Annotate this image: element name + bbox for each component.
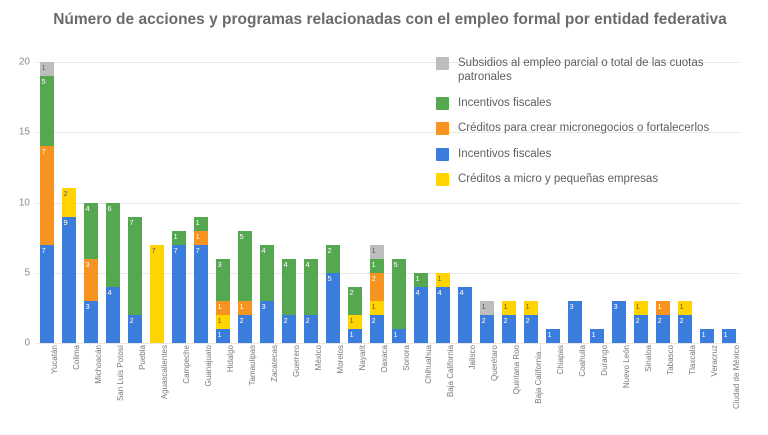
x-axis-tick-label: Sonora (402, 345, 411, 371)
bar-column[interactable] (344, 62, 366, 343)
stacked-bar[interactable] (414, 273, 429, 343)
legend-swatch (436, 173, 449, 186)
bar-segment-value: 7 (195, 245, 200, 255)
bar-segment[interactable] (392, 259, 407, 329)
bar-segment-value: 1 (679, 301, 684, 311)
x-axis-tick-label: Durango (600, 345, 609, 376)
bar-column[interactable] (102, 62, 124, 343)
bar-segment[interactable] (40, 245, 55, 343)
bar-segment-value: 1 (41, 63, 46, 73)
legend-swatch (436, 122, 449, 135)
bar-segment[interactable] (480, 315, 495, 343)
x-axis-tick-label: Puebla (138, 345, 147, 370)
bar-segment-value: 3 (261, 301, 266, 311)
y-axis-tick-label: 10 (18, 197, 30, 208)
x-axis-tick-label: Ciudad de México (732, 345, 741, 410)
bar-segment[interactable] (216, 329, 231, 343)
bar-segment-value: 1 (349, 329, 354, 339)
x-axis-tick-label: Aguascalientes (160, 345, 169, 400)
bar-segment-value: 7 (129, 217, 134, 227)
bar-segment[interactable] (62, 188, 77, 216)
bar-segment-value: 4 (283, 259, 288, 269)
bar-segment[interactable] (216, 315, 231, 329)
stacked-bar[interactable] (392, 259, 407, 343)
bar-column[interactable] (124, 62, 146, 343)
x-axis-labels (36, 345, 740, 433)
bar-segment-value: 3 (85, 259, 90, 269)
bar-column[interactable] (322, 62, 344, 343)
stacked-bar[interactable] (678, 301, 693, 343)
bar-segment-value: 7 (151, 245, 156, 255)
x-axis-tick-label: Campeche (182, 345, 191, 384)
legend-item[interactable] (436, 172, 736, 186)
x-axis-tick-label: Quintana Roo (512, 345, 521, 395)
x-axis-label-cell (58, 345, 80, 433)
x-axis-label-cell (344, 345, 366, 433)
x-axis-tick-label: Michoacán (94, 345, 103, 384)
x-axis-tick-label: Tlaxcala (688, 345, 697, 375)
bar-segment-value: 2 (129, 315, 134, 325)
bar-segment-value: 4 (107, 287, 112, 297)
bar-segment[interactable] (546, 329, 561, 343)
bar-segment-value: 5 (41, 77, 46, 87)
bar-column[interactable] (190, 62, 212, 343)
x-axis-label-cell (102, 345, 124, 433)
stacked-bar[interactable] (458, 287, 473, 343)
bar-segment[interactable] (414, 287, 429, 343)
x-axis-label-cell (146, 345, 168, 433)
bar-segment[interactable] (524, 301, 539, 315)
bar-segment[interactable] (282, 259, 297, 315)
bar-segment-value: 1 (195, 231, 200, 241)
x-axis-tick-label: Nayarit (358, 345, 367, 371)
bar-segment[interactable] (436, 273, 451, 287)
legend-label: Créditos a micro y pequeñas empresas (458, 172, 659, 185)
x-axis-tick-label: Zacatecas (270, 345, 279, 382)
stacked-bar[interactable] (348, 287, 363, 343)
bar-segment-value: 4 (459, 287, 464, 297)
bar-segment[interactable] (370, 273, 385, 301)
stacked-bar[interactable] (370, 245, 385, 343)
bar-segment[interactable] (194, 231, 209, 245)
stacked-bar[interactable] (106, 203, 121, 343)
bar-segment-value: 4 (415, 287, 420, 297)
bar-segment[interactable] (150, 245, 165, 343)
bar-segment[interactable] (458, 287, 473, 343)
x-axis-label-cell (256, 345, 278, 433)
bar-segment[interactable] (370, 315, 385, 343)
bar-segment[interactable] (106, 203, 121, 287)
bar-segment-value: 1 (195, 217, 200, 227)
bar-segment[interactable] (304, 315, 319, 343)
bar-column[interactable] (278, 62, 300, 343)
stacked-bar[interactable] (150, 245, 165, 343)
y-axis-tick-label: 0 (24, 337, 30, 349)
bar-segment[interactable] (260, 301, 275, 343)
stacked-bar[interactable] (194, 217, 209, 343)
bar-segment-value: 2 (305, 315, 310, 325)
x-axis-label-cell (652, 345, 674, 433)
stacked-bar[interactable] (524, 301, 539, 343)
stacked-bar[interactable] (700, 329, 715, 343)
bar-segment[interactable] (348, 329, 363, 343)
bar-segment-value: 4 (261, 245, 266, 255)
x-axis-label-cell (190, 345, 212, 433)
bar-segment-value: 1 (635, 301, 640, 311)
bar-segment[interactable] (678, 301, 693, 315)
bar-segment-value: 1 (371, 245, 376, 255)
bar-segment[interactable] (370, 301, 385, 315)
x-axis-tick-label: Yucatán (50, 345, 59, 374)
x-axis-label-cell (234, 345, 256, 433)
x-axis-label-cell (608, 345, 630, 433)
x-axis-label-cell (366, 345, 388, 433)
bar-segment[interactable] (238, 301, 253, 315)
bar-segment[interactable] (436, 287, 451, 343)
bar-segment-value: 2 (503, 315, 508, 325)
bar-segment-value: 1 (371, 301, 376, 311)
y-axis-tick-label: 15 (18, 126, 30, 138)
bar-segment[interactable] (84, 203, 99, 259)
x-axis-tick-label: Jalisco (468, 345, 477, 370)
bar-column[interactable] (168, 62, 190, 343)
bar-segment-value: 2 (283, 315, 288, 325)
bar-segment-value: 2 (327, 245, 332, 255)
bar-segment[interactable] (40, 76, 55, 146)
stacked-bar[interactable] (216, 259, 231, 343)
bar-segment-value: 2 (371, 315, 376, 325)
stacked-bar[interactable] (656, 301, 671, 343)
bar-segment[interactable] (326, 245, 341, 273)
x-axis-tick-label: Tabasco (666, 345, 675, 375)
chart-title: Número de acciones y programas relacionadas con el empleo formal por entidad federativa (53, 11, 727, 28)
bar-segment[interactable] (502, 315, 517, 343)
x-axis-tick-label: Coahuila (578, 345, 587, 377)
bar-segment-value: 2 (525, 315, 530, 325)
x-axis-label-cell (718, 345, 740, 433)
bar-segment[interactable] (568, 301, 583, 343)
bar-segment-value: 4 (437, 287, 442, 297)
bar-segment[interactable] (370, 259, 385, 273)
bar-segment[interactable] (282, 315, 297, 343)
bar-segment[interactable] (40, 146, 55, 244)
bar-segment-value: 2 (679, 315, 684, 325)
x-axis-label-cell (498, 345, 520, 433)
bar-segment-value: 1 (415, 273, 420, 283)
x-axis-tick-label: Chihuahua (424, 345, 433, 384)
bar-segment-value: 1 (723, 329, 728, 339)
legend-swatch (436, 97, 449, 110)
x-axis-label-cell (410, 345, 432, 433)
bar-segment[interactable] (348, 287, 363, 315)
x-axis-tick-label: Guerrero (292, 345, 301, 378)
bar-segment[interactable] (194, 245, 209, 343)
legend-item[interactable] (436, 96, 736, 110)
bar-segment[interactable] (172, 231, 187, 245)
bar-segment[interactable] (172, 245, 187, 343)
stacked-bar[interactable] (172, 231, 187, 343)
bar-segment[interactable] (128, 315, 143, 343)
bar-segment[interactable] (678, 315, 693, 343)
bar-segment-value: 1 (239, 301, 244, 311)
bar-segment[interactable] (238, 231, 253, 301)
bar-segment-value: 5 (327, 273, 332, 283)
bar-segment-value: 2 (657, 315, 662, 325)
bar-segment-value: 7 (41, 245, 46, 255)
bar-segment[interactable] (194, 217, 209, 231)
x-axis-tick-label: México (314, 345, 323, 371)
legend-item[interactable] (436, 56, 736, 85)
bar-segment-value: 3 (85, 301, 90, 311)
bar-segment-value: 1 (217, 315, 222, 325)
chart-legend (436, 56, 736, 197)
bar-segment[interactable] (700, 329, 715, 343)
bar-segment-value: 1 (701, 329, 706, 339)
bar-segment-value: 9 (63, 217, 68, 227)
bar-segment[interactable] (502, 301, 517, 315)
bar-segment[interactable] (414, 273, 429, 287)
x-axis-label-cell (586, 345, 608, 433)
bar-column[interactable] (256, 62, 278, 343)
bar-segment-value: 1 (349, 315, 354, 325)
x-axis-tick-label: Tamaulipas (248, 345, 257, 386)
legend-label: Subsidios al empleo parcial o total de las cuotas patronales (458, 57, 704, 84)
bar-segment-value: 1 (481, 301, 486, 311)
x-axis-tick-label: Oaxaca (380, 345, 389, 373)
stacked-bar[interactable] (502, 301, 517, 343)
legend-swatch (436, 57, 449, 70)
x-axis-tick-label: Hidalgo (226, 345, 235, 373)
x-axis-label-cell (696, 345, 718, 433)
bar-segment-value: 2 (63, 189, 68, 199)
bar-segment-value: 1 (525, 301, 530, 311)
bar-segment-value: 1 (173, 231, 178, 241)
x-axis-tick-label: Morelos (336, 345, 345, 374)
stacked-bar[interactable] (238, 231, 253, 343)
bar-segment-value: 3 (569, 301, 574, 311)
x-axis-label-cell (322, 345, 344, 433)
x-axis-tick-label: Sinaloa (644, 345, 653, 372)
bar-segment[interactable] (634, 301, 649, 315)
bar-segment[interactable] (392, 329, 407, 343)
bar-segment-value: 3 (217, 259, 222, 269)
bar-column[interactable] (212, 62, 234, 343)
x-axis-label-cell (674, 345, 696, 433)
x-axis-tick-label: Guanajuato (204, 345, 213, 387)
bar-segment[interactable] (370, 245, 385, 259)
bar-segment[interactable] (62, 217, 77, 343)
bar-column[interactable] (388, 62, 410, 343)
stacked-bar[interactable] (612, 301, 627, 343)
bar-segment-value: 2 (239, 315, 244, 325)
stacked-bar[interactable] (590, 329, 605, 343)
stacked-bar[interactable] (326, 245, 341, 343)
x-axis-label-cell (278, 345, 300, 433)
stacked-bar[interactable] (546, 329, 561, 343)
x-axis-tick-label: Baja California (446, 345, 455, 398)
x-axis-label-cell (520, 345, 542, 433)
bar-segment[interactable] (722, 329, 737, 343)
bar-segment-value: 5 (393, 259, 398, 269)
x-axis-label-cell (630, 345, 652, 433)
bar-segment-value: 2 (481, 315, 486, 325)
bar-column[interactable] (300, 62, 322, 343)
x-axis-label-cell (212, 345, 234, 433)
legend-item[interactable] (436, 121, 736, 135)
bar-segment[interactable] (326, 273, 341, 343)
bar-segment-value: 1 (371, 259, 376, 269)
x-axis-tick-label: Nuevo León (622, 345, 631, 389)
stacked-bar[interactable] (722, 329, 737, 343)
bar-segment[interactable] (216, 259, 231, 301)
bar-segment[interactable] (634, 315, 649, 343)
bar-column[interactable] (36, 62, 58, 343)
bar-segment-value: 1 (217, 329, 222, 339)
x-axis-label-cell (564, 345, 586, 433)
x-axis-tick-label: San Luis Potosí (116, 345, 125, 402)
bar-segment[interactable] (480, 301, 495, 315)
bar-segment[interactable] (40, 62, 55, 76)
x-axis-tick-label: Colima (72, 345, 81, 370)
bar-column[interactable] (58, 62, 80, 343)
x-axis-label-cell (300, 345, 322, 433)
bar-column[interactable] (366, 62, 388, 343)
x-axis-label-cell (388, 345, 410, 433)
bar-segment-value: 1 (437, 273, 442, 283)
bar-segment[interactable] (656, 315, 671, 343)
bar-segment[interactable] (348, 315, 363, 329)
stacked-bar[interactable] (282, 259, 297, 343)
bar-segment[interactable] (656, 301, 671, 315)
bar-segment[interactable] (106, 287, 121, 343)
bar-segment-value: 4 (305, 259, 310, 269)
bar-segment-value: 2 (635, 315, 640, 325)
stacked-bar[interactable] (436, 273, 451, 343)
bar-segment-value: 6 (107, 203, 112, 213)
bar-segment[interactable] (216, 301, 231, 315)
y-axis-tick-label: 20 (18, 56, 30, 68)
stacked-bar[interactable] (260, 245, 275, 343)
legend-label: Créditos para crear micronegocios o fortalecerlos (458, 122, 710, 135)
stacked-bar[interactable] (634, 301, 649, 343)
bar-segment-value: 1 (547, 329, 552, 339)
bar-segment-value: 1 (591, 329, 596, 339)
x-axis-label-cell (542, 345, 564, 433)
stacked-bar[interactable] (62, 188, 77, 343)
bar-segment-value: 5 (239, 231, 244, 241)
legend-item[interactable] (436, 147, 736, 161)
bar-segment[interactable] (260, 245, 275, 301)
bar-segment-value: 1 (657, 301, 662, 311)
bar-segment[interactable] (612, 301, 627, 343)
bar-segment[interactable] (238, 315, 253, 343)
stacked-bar[interactable] (480, 301, 495, 343)
x-axis-label-cell (476, 345, 498, 433)
bar-segment[interactable] (84, 259, 99, 301)
bar-column[interactable] (234, 62, 256, 343)
x-axis-tick-label: Baja California... (534, 345, 543, 404)
y-axis-tick-label: 5 (24, 267, 30, 279)
bar-segment[interactable] (304, 259, 319, 315)
bar-segment-value: 4 (85, 203, 90, 213)
x-axis-tick-label: Querétaro (490, 345, 499, 382)
bar-segment-value: 1 (503, 301, 508, 311)
bar-segment[interactable] (524, 315, 539, 343)
x-axis-label-cell (36, 345, 58, 433)
bar-segment-value: 3 (613, 301, 618, 311)
bar-segment-value: 2 (349, 287, 354, 297)
x-axis-label-cell (80, 345, 102, 433)
bar-segment[interactable] (128, 217, 143, 315)
bar-column[interactable] (80, 62, 102, 343)
legend-label: Incentivos fiscales (458, 96, 552, 109)
legend-swatch (436, 148, 449, 161)
bar-segment[interactable] (84, 301, 99, 343)
stacked-bar[interactable] (40, 62, 55, 343)
stacked-bar[interactable] (84, 203, 99, 343)
stacked-bar[interactable] (304, 259, 319, 343)
x-axis-label-cell (124, 345, 146, 433)
x-axis-label-cell (168, 345, 190, 433)
bar-segment-value: 2 (371, 273, 376, 283)
legend-label: Incentivos fiscales (458, 147, 552, 160)
bar-segment[interactable] (590, 329, 605, 343)
bar-segment-value: 1 (393, 329, 398, 339)
bar-column[interactable] (410, 62, 432, 343)
x-axis-tick-label: Veracruz (710, 345, 719, 377)
bar-segment-value: 1 (217, 301, 222, 311)
x-axis-label-cell (432, 345, 454, 433)
bar-column[interactable] (146, 62, 168, 343)
x-axis-label-cell (454, 345, 476, 433)
x-axis-tick-label: Chiapas (556, 345, 565, 375)
bar-segment-value: 7 (41, 147, 46, 157)
stacked-bar[interactable] (128, 217, 143, 343)
stacked-bar[interactable] (568, 301, 583, 343)
bar-segment-value: 7 (173, 245, 178, 255)
